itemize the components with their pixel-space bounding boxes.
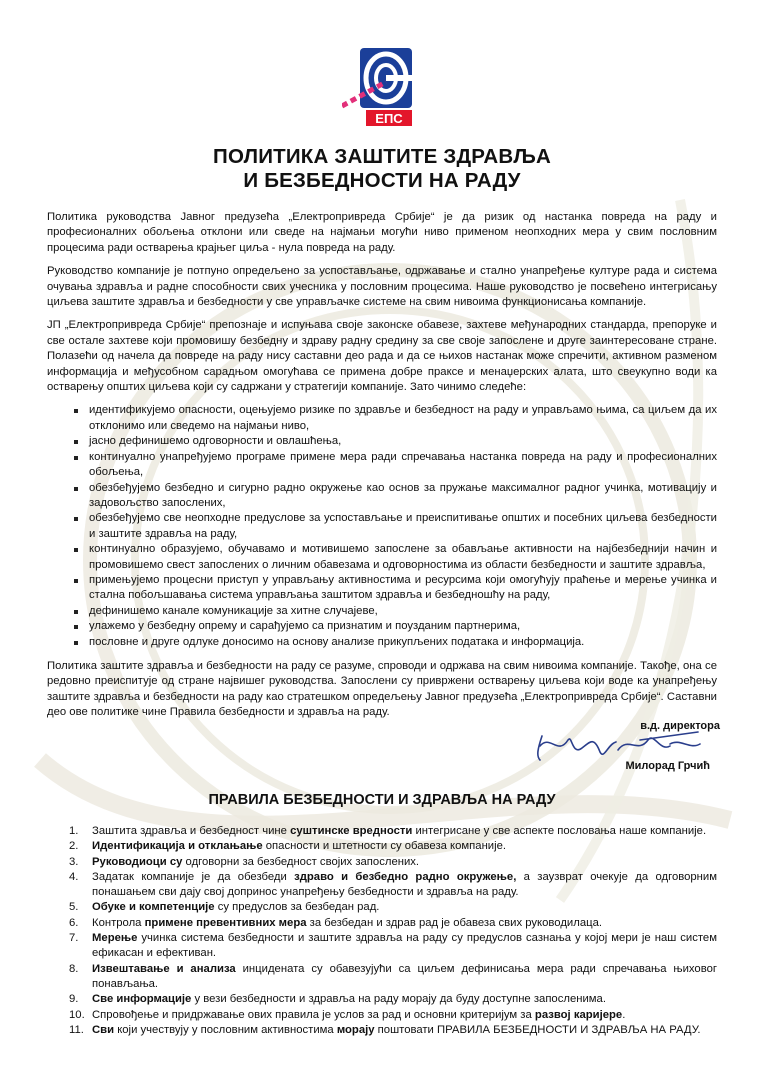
rule-item bbox=[47, 931, 717, 962]
list-item: континуално унапређујемо програме примене мера ради спречавања настанка повреда на раду и професионалних обољења, bbox=[71, 450, 717, 481]
rule-number: 2. bbox=[69, 840, 79, 853]
rule-number: 7. bbox=[69, 932, 79, 945]
closing-paragraph: Политика заштите здравља и безбедности на раду се разуме, спроводи и одржава на свим нивоима компаније. Такође, она се редовно преиспитује од стране највишег руководства. Запослени су привржени остварењу циљева који воде ка унапређењу заштите здравља и безбедности на раду као стратешком опредељењу Јавног предузећа „Електропривреда Србије“. Саставни део ове политике чине Правила безбедности и здравља на раду. bbox=[47, 659, 717, 719]
title-line-2: И БЕЗБЕДНОСТИ НА РАДУ bbox=[243, 169, 521, 192]
page-title bbox=[0, 145, 764, 193]
rule-text: Спровођење и придржавање ових правила је услов за рад и основни критеријум за bbox=[92, 1008, 535, 1021]
list-item: пословне и друге одлуке доносимо на основу анализе прикупљених података и информација. bbox=[71, 635, 717, 650]
rule-item bbox=[47, 855, 717, 870]
list-item: дефинишемо канале комуникације за хитне случајеве, bbox=[71, 604, 717, 619]
paragraph: ЈП „Електропривреда Србије“ препознаје и испуњава своје законске обавезе, захтеве међународних стандарда, препоруке и све остале захтеве који промовишу безбедну и здраву радну средину за све своје запослене и друге заинтересоване стране. Полазећи од начела да повреде на раду нису саставни део рада и да се њихов настанак може спречити, активном разменом информација и међусобном сарадњом омогућава се примена добре праксе и менаџерских алата, што свеукупно води ка остварењу општих циљева који су садржани у стратегији компаније. Зато чинимо следеће: bbox=[47, 319, 717, 394]
paragraph: Руководство компаније је потпуно опредељено за успостављање, одржавање и стално унапређење културе рада и система очувања здравља и радне способности свих учесника у пословним процесима. Наше руководство је посвећено интегрисању циљева заштите здравља и безбедности у све управљачке системе на свим нивоима функционисања компаније. bbox=[47, 265, 717, 309]
paragraph: Политика руководства Јавног предузећа „Електропривреда Србије“ је да ризик од настанка повреда на раду и професионалних обољења отклони или сведе на најмањи могући ниво применом неопходних мера у свим пословним процесима ради остварења крајњег циља - нула повреда на раду. bbox=[47, 211, 717, 254]
rule-text: интегрисане у све аспекте пословања наше компаније. bbox=[412, 825, 707, 837]
rule-emphasis: развој каријере bbox=[534, 1008, 623, 1021]
rule-emphasis: Мерење bbox=[92, 932, 138, 945]
signature-block bbox=[520, 720, 720, 780]
rule-text: . bbox=[622, 1008, 626, 1021]
rule-text: који учествују у пословним активностима bbox=[114, 1023, 337, 1036]
rule-emphasis: Руководиоци су bbox=[92, 855, 183, 868]
list-item: идентификујемо опасности, оцењујемо ризике по здравље и безбедност на раду и управљамо њима, са циљем да их отклонимо или сведемо на најмањи ниво, bbox=[71, 403, 717, 434]
rule-number: 9. bbox=[69, 993, 79, 1006]
eps-logo bbox=[342, 44, 420, 128]
rule-number: 4. bbox=[69, 870, 79, 883]
rule-text: опасности и штетности су обавеза компаније. bbox=[262, 840, 507, 853]
rule-text: а заузврат очекује да одговорним понашањем сви дају свој допринос унапређењу безбедности и здравља на раду. bbox=[92, 870, 717, 899]
rule-emphasis: суштинске вредности bbox=[290, 825, 413, 837]
logo-text: ЕПС bbox=[375, 111, 403, 126]
list-item: примењујемо процесни приступ у управљању активностима и ресурсима који омогућују праћење и мерење учинка и стална побољшавања система управљања заштитом здравља и безбедношћу на раду, bbox=[71, 573, 717, 604]
rule-number: 8. bbox=[69, 962, 79, 975]
rule-emphasis: Обуке и компетенције bbox=[92, 901, 215, 914]
rule-item bbox=[47, 1008, 717, 1023]
rule-text: учинка система безбедности и заштите здравља на раду су предуслов сазнања у којој мери је наш систем ефикасан и ефективан. bbox=[92, 932, 717, 960]
rule-text: за безбедан и здрав рад је обавеза свих руководилаца. bbox=[306, 916, 602, 929]
rule-emphasis: здраво и безбедно радно окружење, bbox=[294, 870, 517, 883]
list-item: обезбеђујемо све неопходне предуслове за успостављање и преиспитивање општих и посебних циљева безбедности и заштите здравља на раду, bbox=[71, 511, 717, 542]
rule-emphasis: примене превентивних мера bbox=[144, 916, 307, 929]
list-item: улажемо у безбедну опрему и сарађујемо са признатим и поузданим партнерима, bbox=[71, 619, 717, 634]
rule-item bbox=[47, 992, 717, 1007]
policy-body bbox=[47, 210, 717, 729]
rule-text: Контрола bbox=[92, 916, 145, 929]
signature-name: Милорад Грчић bbox=[625, 760, 710, 772]
rule-text: поштовати ПРАВИЛА БЕЗБЕДНОСТИ И ЗДРАВЉА НА РАДУ. bbox=[374, 1023, 701, 1036]
rule-emphasis: Све информације bbox=[92, 993, 192, 1006]
rule-item bbox=[47, 824, 717, 839]
rule-text: су предуслов за безбедан рад. bbox=[214, 901, 380, 914]
rule-text: Заштита здравља и безбедност чине bbox=[92, 825, 291, 837]
rule-item bbox=[47, 916, 717, 931]
rule-item bbox=[47, 839, 717, 854]
list-item: обезбеђујемо безбедно и сигурно радно окружење као основ за пружање максималног радног учинка, мотивацију и задовољство запослених, bbox=[71, 481, 717, 512]
rule-text: у вези безбедности и здравља на раду морају да буду доступне запосленима. bbox=[191, 993, 606, 1006]
rule-number: 11. bbox=[69, 1023, 84, 1036]
rule-emphasis: Извештавање и анализа bbox=[92, 962, 236, 975]
rule-item bbox=[47, 962, 717, 993]
commitments-list bbox=[47, 403, 717, 650]
rules-list bbox=[47, 824, 717, 1038]
rule-emphasis: Идентификација и отклањање bbox=[92, 840, 263, 853]
rule-emphasis: морају bbox=[336, 1023, 375, 1036]
rule-item bbox=[47, 1023, 717, 1038]
rule-emphasis: Сви bbox=[92, 1023, 115, 1036]
title-line-1: ПОЛИТИКА ЗАШТИТЕ ЗДРАВЉА bbox=[213, 145, 551, 168]
rule-number: 6. bbox=[69, 916, 79, 929]
rule-number: 10. bbox=[69, 1008, 85, 1021]
rule-item bbox=[47, 900, 717, 915]
rule-number: 3. bbox=[69, 855, 79, 868]
rule-text: Задатак компаније је да обезбеди bbox=[92, 870, 295, 883]
list-item: јасно дефинишемо одговорности и овлашћења, bbox=[71, 434, 717, 449]
signature-title: в.д. директора bbox=[640, 720, 720, 732]
rule-item bbox=[47, 870, 717, 901]
rules-title: ПРАВИЛА БЕЗБЕДНОСТИ И ЗДРАВЉА НА РАДУ bbox=[208, 792, 556, 808]
list-item: континуално образујемо, обучавамо и мотивишемо запослене за обављање активности на најбезбеднији начин и промовишемо свест запослених о личним обавезама и одговорностима из области безбедности и заштите здравља, bbox=[71, 542, 717, 573]
rule-text: инцидената су обавезујући са циљем дефинисања мера ради спречавања њиховог понављања. bbox=[92, 962, 717, 990]
rule-number: 5. bbox=[69, 901, 79, 914]
rule-number: 1. bbox=[69, 825, 79, 837]
rule-text: одговорни за безбедност својих запослених. bbox=[182, 855, 420, 868]
